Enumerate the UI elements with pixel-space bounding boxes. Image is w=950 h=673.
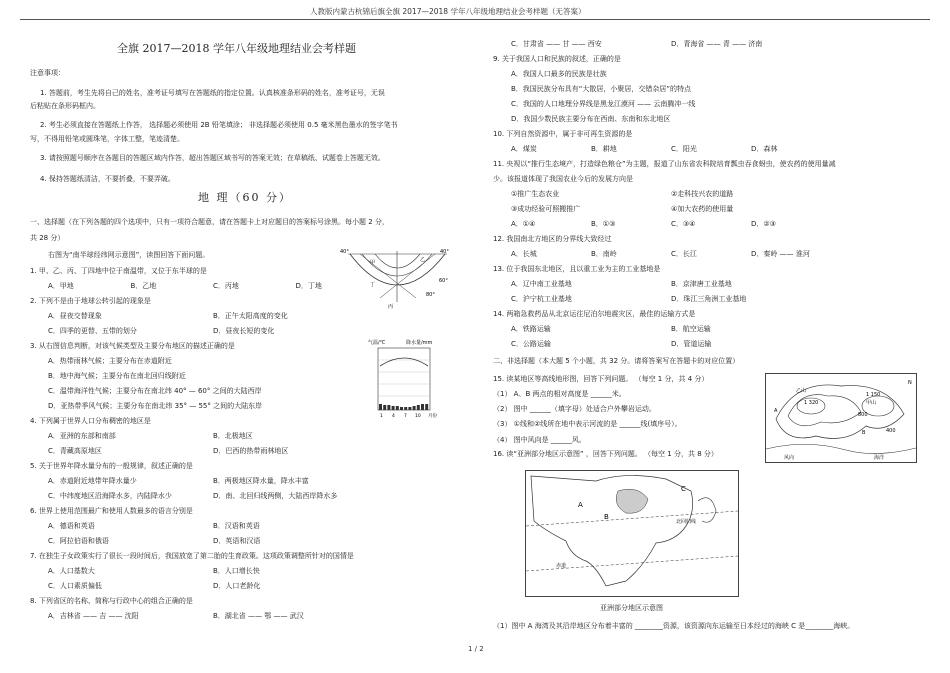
- q15-line-3: （3） ①线和②线所在地中表示河流的是 ______线(填序号）。: [493, 420, 682, 428]
- contour-label-jiashan: 甲山: [866, 400, 877, 406]
- notice-line-0: 1. 答题前，考生先将自己的姓名，准考证号填写在答题纸的指定位置。认真核准条形码的姓名，准考证号，无误: [40, 89, 385, 97]
- option-left_questions-0-1: B．乙地: [130, 282, 157, 290]
- option-right_questions-0-0: C．甘肃省 —— 甘 —— 西安: [511, 40, 602, 48]
- option-right_questions-4-0: ①推广生态农业: [511, 190, 560, 198]
- option-left_questions-2-2: C．温带海洋性气候；主要分布在南北纬 40° — 60° 之间的大陆西岸: [48, 387, 262, 395]
- option-right_questions-5-3: D．②③: [751, 220, 776, 228]
- section1-line2: 共 28 分）: [30, 234, 65, 242]
- climate-chart-figure: [368, 338, 440, 418]
- option-left_questions-3-2: C．青藏高原地区: [48, 447, 102, 455]
- climate-tick-7: 7: [404, 414, 407, 418]
- option-left_questions-6-1: B．人口增长快: [213, 567, 260, 575]
- option-left_questions-4-3: D．南、北回归线两侧，大陆西岸降水多: [213, 492, 338, 500]
- page-header: 人教版内蒙古杭锦后旗全旗 2017—2018 学年八年级地理结业会考样题（无答案）: [310, 7, 586, 16]
- climate-precip-bar: [387, 405, 390, 410]
- paper-title: 全旗 2017—2018 学年八年级地理结业会考样题: [117, 42, 356, 55]
- option-left_questions-1-3: D．昼夜长短的变化: [213, 327, 275, 335]
- asia-label-b: B: [604, 513, 609, 521]
- globe-label-40l: 40°: [340, 249, 349, 255]
- option-left_questions-6-0: A．人口基数大: [48, 567, 95, 575]
- contour-label-1150: 1 150: [866, 392, 881, 398]
- option-right_questions-8-3: D．管道运输: [671, 340, 712, 348]
- globe-label-bing: 丙: [388, 304, 394, 310]
- asia-label-tropic: 北回归线: [676, 519, 697, 525]
- option-right_questions-1-0: A．我国人口最多的民族是壮族: [511, 70, 607, 78]
- option-left_questions-5-2: C．阿拉伯语和俄语: [48, 537, 109, 545]
- notice-line-1: 后粘贴在条形码框内。: [30, 102, 100, 110]
- globe-label-60: 60°: [439, 278, 448, 284]
- contour-label-sea: 海洋: [874, 455, 885, 461]
- option-right_questions-2-0: A．煤炭: [511, 145, 537, 153]
- option-right_questions-8-0: A．铁路运输: [511, 325, 551, 333]
- option-right_questions-0-1: D．青海省 —— 青 —— 济南: [671, 40, 763, 48]
- option-left_questions-2-1: B．地中海气候；主要分布在南北回归线附近: [48, 372, 186, 380]
- option-left_questions-3-3: D．巴西的热带雨林地区: [213, 447, 289, 455]
- section1-line1: 一、选择题（在下列各题的四个选项中，只有一项符合题意，请在答题卡上对应题目的答案标号涂黑。每小题 2 分，: [30, 218, 389, 226]
- climate-ylabel-right: 降水量/mm: [406, 340, 433, 346]
- option-right_questions-7-0: A．辽中南工业基地: [511, 280, 572, 288]
- asia-map-figure: [525, 470, 739, 597]
- option-right_questions-2-2: C．阳光: [671, 145, 697, 153]
- question-left_questions-0-stem: 1. 甲、乙、丙、丁四地中位于南温带，又位于东半球的是: [30, 267, 207, 275]
- option-right_questions-6-0: A．长城: [511, 250, 537, 258]
- option-right_questions-6-3: D．秦岭 —— 淮河: [751, 250, 810, 258]
- contour-label-800: 800: [858, 412, 868, 418]
- q15-line-2: （2） 图中 ______（填字母）处适合户外攀岩运动。: [493, 405, 656, 413]
- climate-precip-bar: [425, 404, 428, 410]
- contour-label-1320: 1 320: [804, 400, 819, 406]
- globe-label-yi: 乙: [420, 257, 426, 263]
- option-right_questions-4-1: ②走科技兴农的道路: [671, 190, 734, 198]
- section2-heading: 二、非选择题（本大题 5 个小题，共 32 分。请将答案写在答题卡的对应位置）: [493, 357, 740, 365]
- q15-line-1: （1） A、B 两点的相对高度是 ______米。: [493, 390, 626, 398]
- option-left_questions-0-0: A．甲地: [48, 282, 74, 290]
- option-right_questions-1-3: D．我国少数民族主要分布在西南、东南和东北地区: [511, 115, 671, 123]
- climate-precip-bar: [400, 407, 403, 410]
- option-left_questions-1-0: A．昼夜交替现象: [48, 312, 102, 320]
- asia-map-caption: 亚洲部分地区示意图: [600, 604, 663, 612]
- question-left_questions-3-stem: 4. 下列属于世界人口分布稠密的地区是: [30, 417, 151, 425]
- option-right_questions-7-2: C．沪宁杭工业基地: [511, 295, 572, 303]
- option-left_questions-0-3: D．丁地: [295, 282, 322, 290]
- option-right_questions-4-3: ④加大农药的使用量: [671, 205, 734, 213]
- option-right_questions-7-1: B．京津唐工业基地: [671, 280, 732, 288]
- subject-heading: 地 理（60 分）: [198, 191, 292, 204]
- question-right_questions-4-stem: 少。该报道体现了我国农业今后的发展方向是: [493, 175, 633, 183]
- option-left_questions-7-0: A．吉林省 —— 吉 —— 沈阳: [48, 612, 139, 620]
- notice-line-2: 2. 考生必须直接在答题纸上作答， 选择题必须使用 2B 铅笔填涂； 非选择题必须使用 0.5 毫米黑色墨水的签字笔书: [40, 121, 398, 129]
- climate-ylabel-left: 气温/℃: [368, 340, 386, 346]
- notice-line-4: 3. 请按照题号顺序在各题目的答题区域内作答，超出答题区域书写的答案无效；在草稿纸、试题卷上答题无效。: [40, 154, 385, 162]
- globe-label-40r: 40°: [440, 249, 449, 255]
- option-left_questions-6-3: D．人口老龄化: [213, 582, 261, 590]
- option-right_questions-2-1: B．耕地: [591, 145, 617, 153]
- climate-precip-bar: [413, 406, 416, 410]
- climate-precip-bar: [383, 405, 386, 410]
- option-left_questions-7-1: B．湖北省 —— 鄂 —— 武汉: [213, 612, 304, 620]
- option-right_questions-2-3: D．森林: [751, 145, 778, 153]
- option-left_questions-5-0: A．德语和英语: [48, 522, 95, 530]
- globe-grid-figure: [340, 246, 455, 310]
- question-left_questions-6-stem: 7. 在独生子女政策实行了很长一段时间后，我国放宽了第二胎的生育政策。这项政策调整所针对的国情是: [30, 552, 354, 560]
- option-left_questions-4-1: B．两极地区降水量，降水丰富: [213, 477, 309, 485]
- globe-label-jia: 甲: [370, 260, 376, 266]
- option-left_questions-4-2: C．中纬度地区沿海降水多，内陆降水少: [48, 492, 172, 500]
- header-rule: [20, 19, 930, 20]
- option-left_questions-2-0: A．热带雨林气候；主要分布在赤道附近: [48, 357, 172, 365]
- option-right_questions-1-2: C．我国的人口地理分界线是黑龙江漠河 —— 云南腾冲一线: [511, 100, 696, 108]
- option-left_questions-4-0: A．赤道附近地带年降水量少: [48, 477, 137, 485]
- climate-tick-10: 10: [415, 414, 421, 418]
- contour-map-figure: [765, 373, 917, 463]
- option-right_questions-8-2: C．公路运输: [511, 340, 551, 348]
- climate-xlabel: 月份: [428, 414, 437, 418]
- question-left_questions-1-stem: 2. 下列不是由于地球公转引起的现象是: [30, 297, 151, 305]
- page-footer: 1 / 2: [468, 645, 484, 653]
- notice-title: 注意事项：: [30, 69, 65, 77]
- option-left_questions-5-3: D．英语和汉语: [213, 537, 261, 545]
- option-right_questions-4-2: ③成功经验可照搬推广: [511, 205, 581, 213]
- option-right_questions-5-1: B．①③: [591, 220, 616, 228]
- question-left_questions-2-stem: 3. 从右图信息判断，对该气候类型及主要分布地区的描述正确的是: [30, 342, 235, 350]
- question-right_questions-7-stem: 13. 位于我国东北地区，且以重工业为主的工业基地是: [493, 265, 661, 273]
- asia-label-a: A: [578, 501, 583, 509]
- option-left_questions-3-0: A．亚洲的东部和南部: [48, 432, 116, 440]
- climate-precip-bar: [417, 405, 420, 410]
- q16-stem: 16. 读“亚洲部分地区示意图” ，回答下列问题。 （每空 1 分，共 8 分）: [493, 450, 718, 458]
- asia-label-c: C: [681, 485, 686, 493]
- contour-label-n: N: [908, 380, 912, 386]
- option-left_questions-5-1: B．汉语和英语: [213, 522, 260, 530]
- option-right_questions-5-2: C．③④: [671, 220, 696, 228]
- option-left_questions-2-3: D．亚热带季风气候；主要分布在南北纬 35° — 55° 之间的大陆东岸: [48, 402, 263, 410]
- option-left_questions-6-2: C．人口素质偏低: [48, 582, 102, 590]
- question-left_questions-4-stem: 5. 关于世界年降水量分布的一般规律，叙述正确的是: [30, 462, 193, 470]
- option-left_questions-3-1: B．北极地区: [213, 432, 253, 440]
- notice-line-5: 4. 保持答题纸清洁，不要折叠，不要弄破。: [40, 175, 175, 183]
- contour-label-yishan: 乙山: [796, 388, 807, 394]
- option-right_questions-8-1: B．航空运输: [671, 325, 711, 333]
- climate-precip-bar: [404, 407, 407, 410]
- option-right_questions-6-1: B．南岭: [591, 250, 617, 258]
- question-right_questions-8-stem: 14. 两箱急救药品从北京运往尼泊尔地震灾区，最佳的运输方式是: [493, 310, 696, 318]
- q15-line-0: 15. 读某地区等高线地形图，回答下列问题。 （每空 1 分，共 4 分）: [493, 375, 709, 383]
- climate-tick-1: 1: [380, 414, 383, 418]
- option-right_questions-5-0: A．①④: [511, 220, 536, 228]
- question-left_questions-7-stem: 8. 下列省区的名称、简称与行政中心的组合正确的是: [30, 597, 193, 605]
- notice-line-3: 写，不得用铅笔或圆珠笔，字体工整，笔迹清楚。: [30, 135, 184, 143]
- option-left_questions-0-2: C．丙地: [213, 282, 239, 290]
- question-right_questions-1-stem: 9. 关于我国人口和民族的叙述，正确的是: [493, 55, 621, 63]
- climate-tick-4: 4: [392, 414, 395, 418]
- climate-precip-bar: [379, 404, 382, 410]
- option-left_questions-1-1: B．正午太阳高度的变化: [213, 312, 288, 320]
- option-right_questions-7-3: D．珠江三角洲工业基地: [671, 295, 747, 303]
- contour-label-b: B: [862, 430, 866, 436]
- question-right_questions-3-stem: 11. 央视以“推行生态境产，打造绿色粮仓”为主题，报道了山东省农科院培育瓢虫吞食蚜虫，使农药的使用量减: [493, 160, 836, 168]
- option-right_questions-6-2: C．长江: [671, 250, 697, 258]
- contour-label-wind: 风向: [784, 455, 795, 461]
- contour-label-a: A: [774, 408, 778, 414]
- globe-label-ding: 丁: [370, 282, 376, 288]
- question-right_questions-6-stem: 12. 我国南北方地区的分界线大致经过: [493, 235, 612, 243]
- q1-intro: 右图为“南半球经纬网示意图”，读图回答下面问题。: [48, 251, 210, 259]
- question-left_questions-5-stem: 6. 世界上使用范围最广和使用人数最多的语言分别是: [30, 507, 193, 515]
- asia-label-equator: 赤道: [556, 563, 567, 569]
- globe-label-80: 80°: [426, 292, 435, 298]
- climate-precip-bar: [392, 406, 395, 410]
- climate-precip-bar: [396, 406, 399, 410]
- climate-precip-bar: [421, 404, 424, 410]
- option-right_questions-1-1: B．我国民族分布具有“大散居，小聚居，交错杂居”的特点: [511, 85, 692, 93]
- question-right_questions-2-stem: 10. 下列自然资源中，属于非可再生资源的是: [493, 130, 633, 138]
- option-left_questions-1-2: C．四季的更替、五带的划分: [48, 327, 137, 335]
- climate-precip-bar: [408, 407, 411, 410]
- q15-line-4: （4） 图中风向是 ______风。: [493, 436, 586, 444]
- q16-part1: （1）图中 A 海湾及其沿岸地区分布着丰富的 ________资源，该资源向东运输至日本经过的海峡 C 是________海峡。: [493, 622, 855, 630]
- contour-label-400: 400: [886, 428, 896, 434]
